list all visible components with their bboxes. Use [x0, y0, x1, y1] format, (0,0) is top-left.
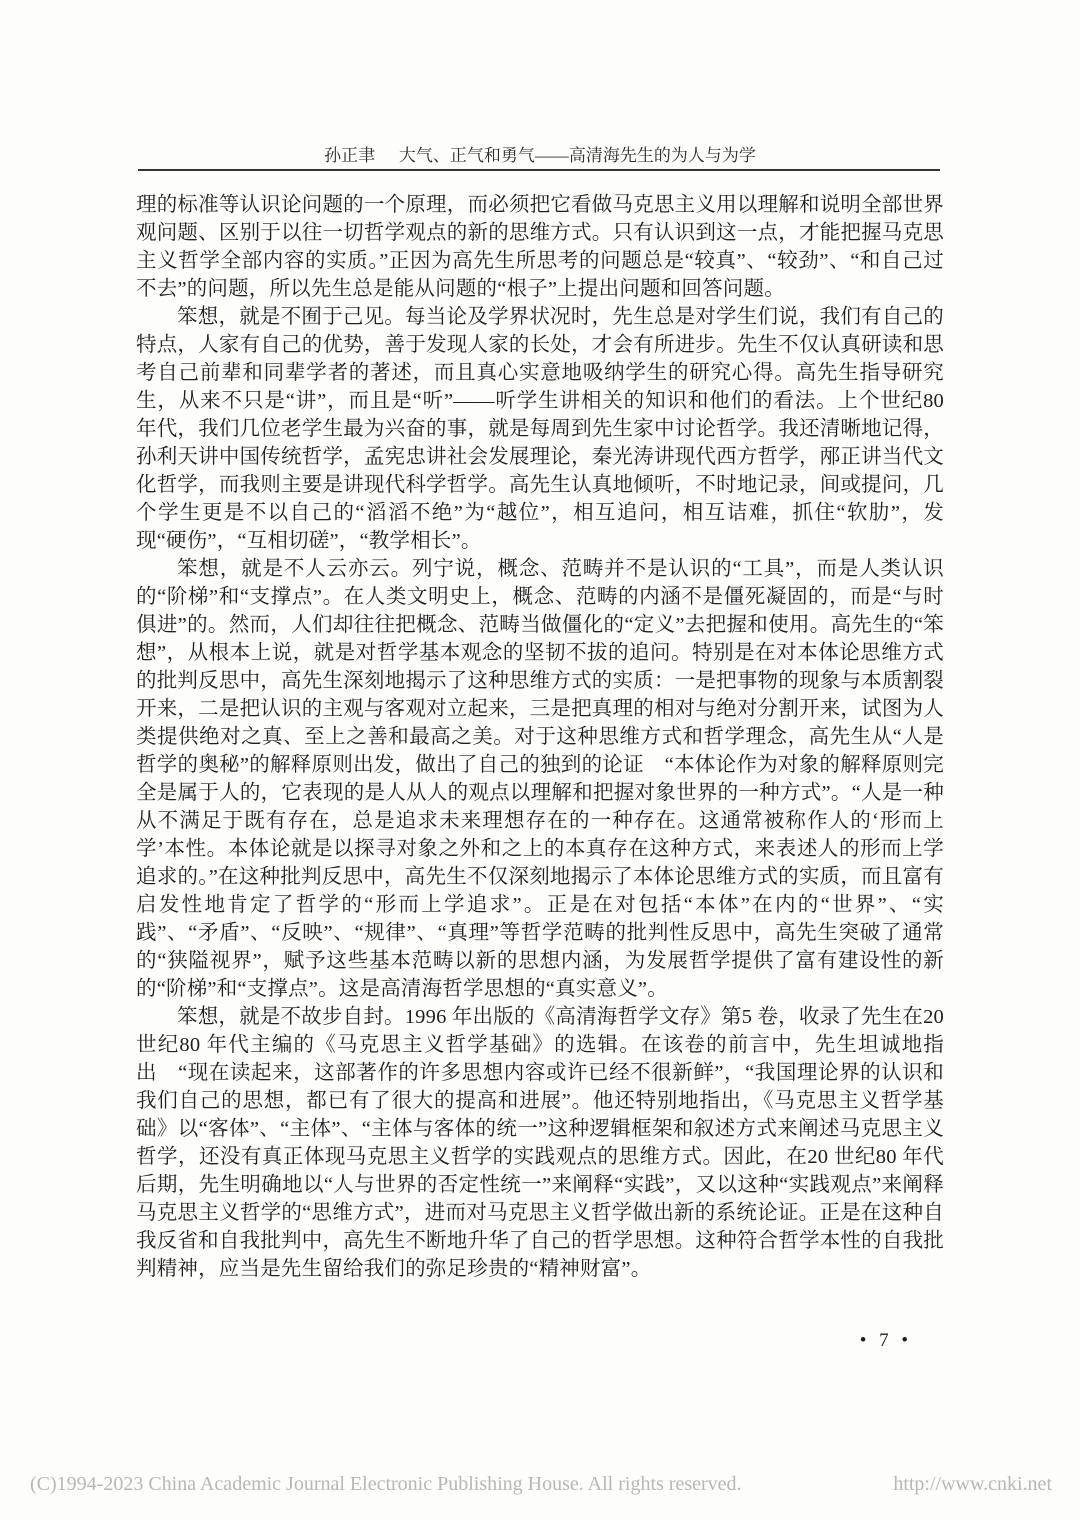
paragraph-ben-xiang-1: 笨想，就是不囿于己见。每当论及学界状况时，先生总是对学生们说，我们有自己的特点，人家有自己的优势，善于发现人家的长处，才会有所进步。先生不仅认真研读和思考自己前辈和同辈学者的著述，而且真心实意地吸纳学生的研究心得。高先生指导研究生，从来不只是“讲”，而且是“听”——听学生讲相关的知识和他们的看法。上个世纪80 年代，我们几位老学生最为兴奋的事，就是每周到先生家中讨论哲学。我还清晰地记得，孙利天讲中国传统哲学，孟宪忠讲社会发展理论，秦光涛讲现代西方哲学，邴正讲当代文化哲学，而我则主要是讲现代科学哲学。高先生认真地倾听，不时地记录，间或提问，几个学生更是不以自己的“滔滔不绝”为“越位”，相互追问，相互诘难，抓住“软肋”，发现“硬伤”，“互相切磋”，“教学相长”。	[136, 306, 944, 552]
header-divider-rule	[138, 169, 940, 171]
running-header-author: 孙正聿	[324, 146, 376, 165]
page-number: • 7 •	[859, 1330, 912, 1351]
paragraph-ben-xiang-2: 笨想，就是不人云亦云。列宁说，概念、范畴并不是认识的“工具”，而是人类认识的“阶梯”和“支撑点”。在人类文明史上，概念、范畴的内涵不是僵死凝固的，而是“与时俱进”的。然而，人们却往往把概念、范畴当做僵化的“定义”去把握和使用。高先生的“笨想”，从根本上说，就是对哲学基本观念的坚韧不拔的追问。特别是在对本体论思维方式的批判反思中，高先生深刻地揭示了这种思维方式的实质：一是把事物的现象与本质割裂开来，二是把认识的主观与客观对立起来，三是把真理的相对与绝对分割开来，试图为人类提供绝对之真、至上之善和最高之美。对于这种思维方式和哲学理念，高先生从“人是哲学的奥秘”的解释原则出发，做出了自己的独到的论证 “本体论作为对象的解释原则完全是属于人的，它表现的是人从人的观点以理解和把握对象世界的一种方式”。“人是一种从不满足于既有存在，总是追求未来理想存在的一种存在。这通常被称作人的‘形而上学’本性。本体论就是以探寻对象之外和之上的本真存在这种方式，来表述人的形而上学追求的。”在这种批判反思中，高先生不仅深刻地揭示了本体论思维方式的实质，而且富有启发性地肯定了哲学的“形而上学追求”。正是在对包括“本体”在内的“世界”、“实践”、“矛盾”、“反映”、“规律”、“真理”等哲学范畴的批判性反思中，高先生突破了通常的“狭隘视界”，赋予这些基本范畴以新的思想内涵，为发展哲学提供了富有建设性的新的“阶梯”和“支撑点”。这是高清海哲学思想的“真实意义”。	[136, 558, 944, 1000]
page-footer	[30, 1473, 1052, 1496]
running-header-title: 大气、正气和勇气——高清海先生的为人与为学	[398, 146, 756, 165]
running-header	[138, 141, 942, 166]
footer-site-url: http://www.cnki.net	[893, 1473, 1052, 1495]
footer-copyright-text: (C)1994-2023 China Academic Journal Electronic Publishing House. All rights reserved.	[30, 1473, 742, 1495]
paragraph-continuation: 理的标准等认识论问题的一个原理，而必须把它看做马克思主义用以理解和说明全部世界观问题、区别于以往一切哲学观点的新的思维方式。只有认识到这一点，才能把握马克思主义哲学全部内容的实质。”正因为高先生所思考的问题总是“较真”、“较劲”、“和自己过不去”的问题，所以先生总是能从问题的“根子”上提出问题和回答问题。	[136, 194, 944, 300]
article-body	[136, 191, 944, 1283]
paragraph-ben-xiang-3: 笨想，就是不故步自封。1996 年出版的《高清海哲学文存》第5 卷，收录了先生在20 世纪80 年代主编的《马克思主义哲学基础》的选辑。在该卷的前言中，先生坦诚地指出 “现在读起来，这部著作的许多思想内容或许已经不很新鲜”，“我国理论界的认识和我们自己的思想，都已有了很大的提高和进展”。他还特别地指出，《马克思主义哲学基础》以“客体”、“主体”、“主体与客体的统一”这种逻辑框架和叙述方式来阐述马克思主义哲学，还没有真正体现马克思主义哲学的实践观点的思维方式。因此，在20 世纪80 年代后期，先生明确地以“人与世界的否定性统一”来阐释“实践”，又以这种“实践观点”来阐释马克思主义哲学的“思维方式”，进而对马克思主义哲学做出新的系统论证。正是在这种自我反省和自我批判中，高先生不断地升华了自己的哲学思想。这种符合哲学本性的自我批判精神，应当是先生留给我们的弥足珍贵的“精神财富”。	[136, 1006, 944, 1280]
